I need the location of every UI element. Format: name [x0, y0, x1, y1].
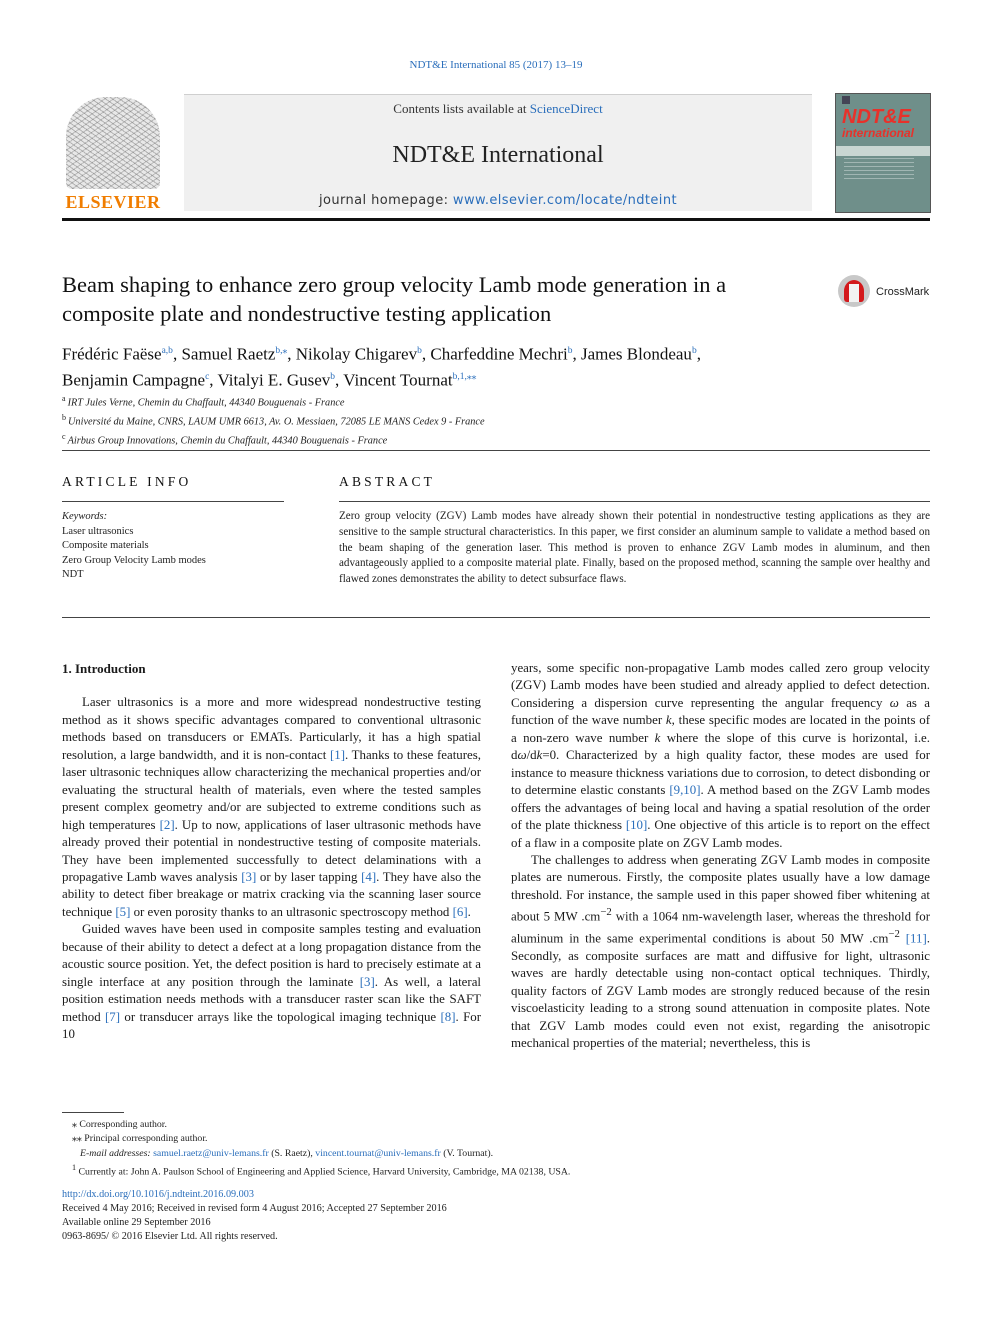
- citation-link[interactable]: [1]: [329, 747, 345, 762]
- email-label: E-mail addresses:: [80, 1147, 151, 1159]
- contents-line: [184, 101, 812, 117]
- footnote-current-address: [62, 1161, 930, 1180]
- author-separator: ,: [287, 344, 296, 364]
- author-affiliation-mark[interactable]: b,1,⁎⁎: [452, 371, 477, 382]
- keywords-label: Keywords:: [62, 511, 108, 522]
- divider: [62, 501, 284, 502]
- crossmark-icon: [838, 275, 870, 307]
- homepage-prefix: journal homepage:: [319, 193, 453, 208]
- author-affiliation-mark[interactable]: b: [417, 346, 422, 356]
- author-affiliation-mark[interactable]: a,b: [161, 346, 173, 356]
- math-symbol: k: [665, 713, 672, 728]
- math-symbol: ω: [889, 695, 899, 710]
- author-separator: ,: [209, 370, 218, 390]
- divider: [339, 501, 930, 502]
- article-info-heading: ARTICLE INFO: [62, 474, 192, 489]
- citation-link[interactable]: [3]: [241, 869, 257, 884]
- superscript: −2: [600, 906, 612, 919]
- elsevier-wordmark: ELSEVIER: [65, 192, 161, 212]
- author-name[interactable]: Samuel Raetz: [181, 344, 276, 364]
- cover-title: NDT&E: [842, 106, 911, 128]
- citation-link[interactable]: [7]: [105, 1009, 121, 1024]
- author-separator: ,: [572, 344, 581, 364]
- homepage-line: [184, 193, 812, 208]
- journal-citation[interactable]: NDT&E International 85 (2017) 13–19: [409, 59, 583, 71]
- footnote-emails: [62, 1147, 930, 1161]
- cover-publisher-mark: [842, 96, 850, 104]
- body-paragraph: years, some specific non-propagative Lamb modes called zero group velocity (ZGV) Lamb modes have been studied and already applied to defect detection. Considering a dispersion curve representing the angular frequency ω as a function of the wave number k, these specific modes are located in the points of a non-zero wave number k where the slope of this curve is horizontal, i.e. dω/dk=0. Characterized by a high quality factor, these modes are used for instance to measure thickness variations due to corrosion, to detect disbonding or to determine elastic constants [9,10]. A method based on the ZGV Lamb modes offers the advantages of being local and having a spatial resolution of the order of the plate thickness [10]. One objective of this article is to report on the effect of a flaw in a composite plate on ZGV Lamb modes.: [511, 661, 931, 850]
- journal-cover-thumbnail[interactable]: [835, 93, 931, 213]
- superscript: −2: [888, 928, 900, 941]
- footnote-rule: [62, 1112, 124, 1113]
- keyword-item: Composite materials: [62, 540, 149, 551]
- available-online: Available online 29 September 2016: [62, 1217, 211, 1229]
- affiliation-mark: b: [62, 413, 68, 423]
- crossmark-label: CrossMark: [876, 286, 930, 298]
- keyword-item: Zero Group Velocity Lamb modes: [62, 554, 206, 566]
- citation-link[interactable]: [9,10]: [669, 783, 701, 798]
- email-link[interactable]: vincent.tournat@univ-lemans.fr: [315, 1147, 441, 1159]
- doi-link[interactable]: http://dx.doi.org/10.1016/j.ndteint.2016.09.003: [62, 1189, 254, 1200]
- affiliation: [62, 430, 862, 449]
- footnote-corresponding: ⁎ Corresponding author.: [72, 1119, 167, 1130]
- homepage-link[interactable]: www.elsevier.com/locate/ndteint: [452, 193, 677, 208]
- section-heading: 1. Introduction: [62, 661, 146, 676]
- citation-link[interactable]: [4]: [361, 869, 377, 884]
- email-link[interactable]: samuel.raetz@univ-lemans.fr: [153, 1147, 269, 1159]
- math-symbol: k: [654, 730, 661, 745]
- journal-name: NDT&E International: [392, 142, 604, 168]
- body-paragraph: Laser ultrasonics is a more and more widespread nondestructive testing method as it shows specific advantages compared to conventional ultrasonic methods based on transducers or EMATs. Particularly, it has a high spatial resolution, a large bandwidth, and it is non-contact [1]. Thanks to these features, laser ultrasonic techniques allow characterizing the mechanical properties and/or evaluating the structural health of materials, even where the tested samples present complex geometry and/or are subjected to extreme conditions such as high temperatures [2]. Up to now, applications of laser ultrasonic methods have already proved their potential in nondestructive testing of composite materials. They have been implemented successfully to detect delaminations with a propagative Lamb waves analysis [3] or by laser tapping [4]. They have also the ability to detect fiber breakage or matrix cracking via the scanning laser source technique [5] or even porosity thanks to an ultrasonic spectroscopy method [6].: [62, 695, 481, 919]
- keyword-item: NDT: [62, 569, 84, 580]
- author-name[interactable]: James Blondeau: [580, 344, 692, 364]
- body-column-left: [62, 660, 481, 1044]
- footnotes: [62, 1118, 930, 1179]
- email-owner: (V. Tournat).: [440, 1147, 494, 1159]
- affiliation-mark: a: [62, 394, 68, 403]
- cover-subtitle: international: [842, 126, 915, 140]
- math-symbol: ω: [517, 748, 527, 763]
- author-list: [62, 340, 832, 391]
- copyright: 0963-8695/ © 2016 Elsevier Ltd. All rights reserved.: [62, 1231, 278, 1243]
- footnote-text: Currently at: John A. Paulson School of Engineering and Applied Science, Harvard University, Cambridge, MA 02138, USA.: [76, 1166, 571, 1178]
- affiliation: [62, 392, 862, 411]
- elsevier-tree-icon: [66, 97, 160, 189]
- author-name[interactable]: Charfeddine Mechri: [430, 344, 568, 364]
- divider: [62, 450, 930, 451]
- body-column-right: [511, 660, 930, 1053]
- author-name[interactable]: Nikolay Chigarev: [295, 344, 418, 364]
- email-owner: (S. Raetz),: [268, 1147, 316, 1159]
- author-name[interactable]: Frédéric Faëse: [62, 344, 162, 364]
- keywords-block: [62, 510, 284, 583]
- citation-link[interactable]: [8]: [440, 1009, 456, 1024]
- affiliation-text: Université du Maine, CNRS, LAUM UMR 6613, Av. O. Messiaen, 72085 LE MANS Cedex 9 - France: [68, 416, 485, 428]
- footnote-principal: ⁎⁎ Principal corresponding author.: [72, 1133, 208, 1145]
- affiliation: [62, 411, 862, 430]
- header-rule: [62, 218, 930, 221]
- affiliation-list: [62, 392, 862, 450]
- affiliation-text: Airbus Group Innovations, Chemin du Chaffault, 44340 Bouguenais - France: [67, 435, 388, 447]
- citation-link[interactable]: [5]: [115, 904, 131, 919]
- contents-prefix: Contents lists available at: [393, 101, 530, 116]
- affiliation-mark: c: [62, 432, 68, 442]
- cover-text-lines: [844, 158, 914, 182]
- author-name[interactable]: Vincent Tournat: [343, 370, 453, 390]
- body-paragraph: Guided waves have been used in composite samples testing and evaluation because of their ability to detect a defect at a long propagation distance from the acoustic source position. Yet, the defect position is hard to precisely estimate at a single interface at any position through the laminate [3]. As well, a lateral position estimation needs methods with a transducer raster scan like the SAFT method [7] or transducer arrays like the topological imaging technique [8]. For 10: [62, 922, 481, 1042]
- author-affiliation-mark[interactable]: b: [330, 371, 336, 382]
- keyword-item: Laser ultrasonics: [62, 525, 134, 537]
- author-separator: ,: [696, 344, 701, 364]
- author-name[interactable]: Benjamin Campagne: [62, 370, 206, 390]
- citation-link[interactable]: [11]: [905, 931, 927, 946]
- citation-link[interactable]: [3]: [359, 974, 375, 989]
- author-affiliation-mark[interactable]: b,⁎: [275, 346, 288, 356]
- author-affiliation-mark[interactable]: b: [567, 346, 573, 356]
- body-paragraph: The challenges to address when generating ZGV Lamb modes in composite plates are numerous. Firstly, the composite plates usually have a low damage threshold. For instance, the sample used in this paper showed fiber whitening at about 5 MW $.cm^{-2}$ with a 1064 nm-wavelength laser, whereas the threshold for aluminum in the same experimental conditions is about 50 MW $.cm^{-2}$ [11]. Secondly, as composite surfaces are matt and diffusive for light, ultrasonic waves are hardly detectable using non-contact optical techniques. Thirdly, quality factors of ZGV Lamb modes are strongly reduced because of the resin viscoelasticity leading to a strong sound attenuation in composite plates. Note that ZGV Lamb modes could even not exist, regarding the anisotropic mechanical properties of the material; nevertheless, this is: [511, 852, 930, 1051]
- publication-info: [62, 1188, 930, 1244]
- author-name[interactable]: Vitalyi E. Gusev: [217, 370, 331, 390]
- divider: [62, 617, 930, 618]
- author-separator: ,: [172, 344, 182, 364]
- affiliation-text: IRT Jules Verne, Chemin du Chaffault, 44340 Bouguenais - France: [67, 397, 345, 409]
- citation-link[interactable]: [10]: [625, 818, 648, 833]
- author-affiliation-mark[interactable]: c: [205, 371, 210, 382]
- elsevier-logo[interactable]: [62, 97, 164, 213]
- cover-band: [836, 146, 930, 156]
- author-separator: ,: [335, 370, 344, 390]
- footnote-mark: 1: [72, 1162, 77, 1172]
- sciencedirect-link[interactable]: ScienceDirect: [529, 101, 603, 116]
- abstract-heading: ABSTRACT: [339, 474, 436, 489]
- article-title: Beam shaping to enhance zero group velocity Lamb mode generation in a composite plate and nondestructive testing application: [62, 272, 727, 326]
- citation-link[interactable]: [6]: [452, 904, 468, 919]
- abstract-text: Zero group velocity (ZGV) Lamb modes have already shown their potential in nondestructive testing applications as they are sensitive to the sample structural characteristics. In this paper, we first consider an aluminum sample to validate a method based on the beam shaping of the generation laser. This method is proven to enhance ZGV Lamb modes in aluminum, and then advantageously applied to a composite material plate. Finally, based on the proposed method, scanning the sample over healthy and flawed zones demonstrates the ability to detect subsurface flaws.: [339, 510, 930, 586]
- citation-link[interactable]: [2]: [159, 817, 175, 832]
- author-separator: ,: [421, 344, 431, 364]
- author-affiliation-mark[interactable]: b: [691, 346, 697, 356]
- article-history: Received 4 May 2016; Received in revised form 4 August 2016; Accepted 27 September 2016: [62, 1203, 447, 1215]
- math-symbol: k: [536, 748, 543, 763]
- crossmark-button[interactable]: [838, 275, 934, 311]
